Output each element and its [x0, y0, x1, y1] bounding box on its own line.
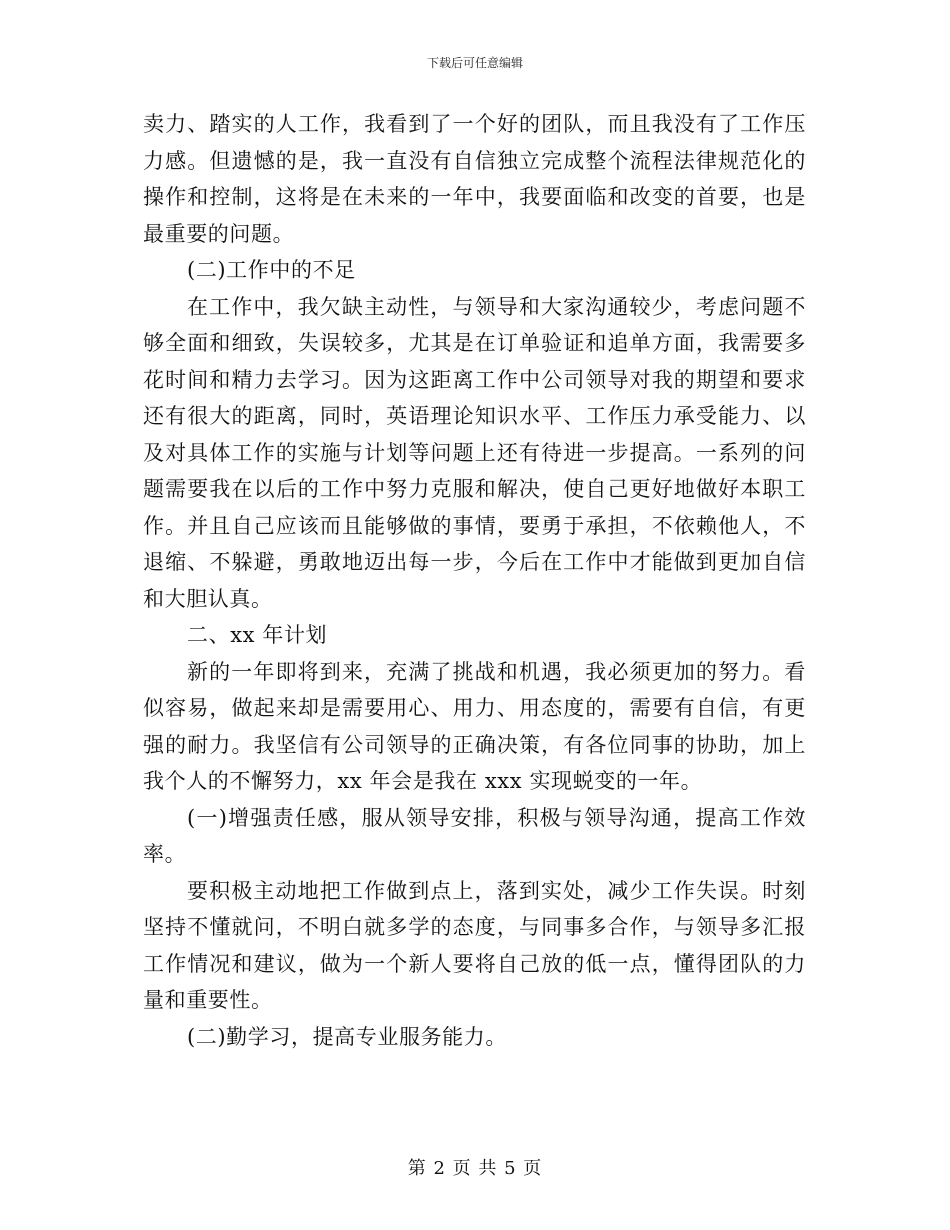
- section-heading-shortcomings: (二)工作中的不足: [187, 258, 356, 282]
- document-body: [143, 106, 806, 1055]
- page-footer: 第 2 页 共 5 页: [407, 1158, 543, 1179]
- paragraph-plan: 新的一年即将到来，充满了挑战和机遇，我必须更加的努力。看似容易，做起来却是需要用心、用力、用态度的，需要有自信，有更强的耐力。我坚信有公司领导的正确决策，有各位同事的协助，加上我个人的不懈努力，xx 年会是我在 xxx 实现蜕变的一年。: [143, 659, 806, 793]
- paragraph-continuation: 卖力、踏实的人工作，我看到了一个好的团队，而且我没有了工作压力感。但遗憾的是，我一直没有自信独立完成整个流程法律规范化的操作和控制，这将是在未来的一年中，我要面临和改变的首要，也是最重要的问题。: [143, 112, 806, 246]
- page-header: 下载后可任意编辑: [426, 56, 523, 70]
- subheading-study: (二)勤学习，提高专业服务能力。: [187, 1024, 507, 1049]
- section-heading-plan: 二、xx 年计划: [187, 623, 328, 647]
- subheading-responsibility: (一)增强责任感，服从领导安排，积极与领导沟通，提高工作效率。: [143, 805, 806, 866]
- paragraph-responsibility: 要积极主动地把工作做到点上，落到实处，减少工作失误。时刻坚持不懂就问，不明白就多学的态度，与同事多合作，与领导多汇报工作情况和建议，做为一个新人要将自己放的低一点，懂得团队的力量和重要性。: [143, 878, 806, 1012]
- paragraph-shortcomings: 在工作中，我欠缺主动性，与领导和大家沟通较少，考虑问题不够全面和细致，失误较多，尤其是在订单验证和追单方面，我需要多花时间和精力去学习。因为这距离工作中公司领导对我的期望和要求还有很大的距离，同时，英语理论知识水平、工作压力承受能力、以及对具体工作的实施与计划等问题上还有待进一步提高。一系列的问题需要我在以后的工作中努力克服和解决，使自己更好地做好本职工作。并且自己应该而且能够做的事情，要勇于承担，不依赖他人，不退缩、不躲避，勇敢地迈出每一步，今后在工作中才能做到更加自信和大胆认真。: [143, 294, 806, 611]
